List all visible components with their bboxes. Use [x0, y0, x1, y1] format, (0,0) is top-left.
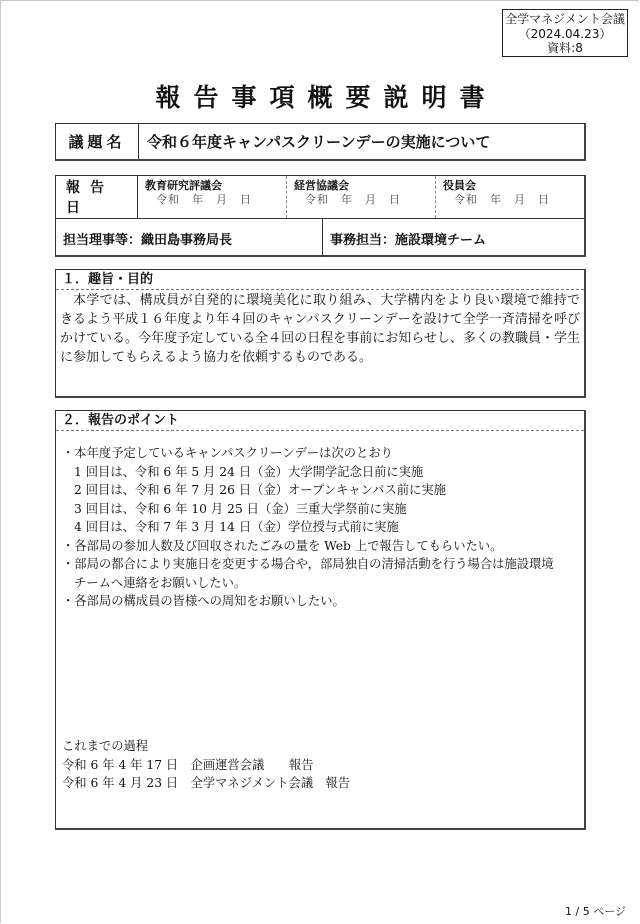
point-line: 1 回目は、令和 6 年 5 月 24 日（金）大学開学記念日前に実施 — [74, 464, 424, 479]
document-title: 報告事項概要説明書 — [155, 83, 498, 112]
point-line: 2 回目は、令和 6 年 7 月 26 日（金）オープンキャンパス前に実施 — [74, 483, 446, 497]
history-entry: 令和 6 年 4 月 23 日 全学マネジメント会議 報告 — [62, 776, 351, 790]
section-purpose — [55, 269, 586, 398]
meeting-date: 令和 年 月 日 — [305, 193, 401, 206]
history-block — [62, 737, 350, 793]
responsible-staff: 事務担当：施設環境チーム — [330, 232, 487, 248]
meeting-name: 経営協議会 — [294, 179, 349, 192]
agenda-value: 令和６年度キャンパスクリーンデーの実施について — [147, 133, 491, 151]
point-line: 3 回目は、令和 6 年 10 月 25 日（金）三重大学祭前に実施 — [74, 501, 407, 516]
meeting-name: 教育研究評議会 — [145, 179, 222, 192]
meeting-tag — [502, 9, 628, 57]
meeting-name: 役員会 — [443, 179, 476, 192]
history-heading: これまでの過程 — [62, 739, 149, 753]
meeting-tag-material: 資料:8 — [547, 41, 583, 55]
section-points-body — [56, 431, 584, 611]
section-points-heading: ２．報告のポイント — [56, 411, 584, 431]
meeting-board — [435, 176, 584, 218]
point-line: チームへ連絡をお願いしたい。 — [74, 575, 247, 590]
meeting-management-council — [286, 176, 435, 218]
point-line: ・各部局の参加人数及び回収されたごみの量を Web 上で報告してもらいたい。 — [62, 538, 503, 553]
section-purpose-text: 本学では、構成員が自発的に環境美化に取り組み、大学構内をより良い環境で維持できるよう平成１６年度より年４回のキャンパスクリーンデーを設けて全学一斉清掃を呼びかけている。今年度予定している全４回の日程を事前にお知らせし、多くの教職員・学生に参加してもらえるよう協力を依頼するものである。 — [60, 293, 580, 365]
agenda-box — [55, 123, 586, 161]
section-purpose-heading: １．趣旨・目的 — [56, 270, 584, 290]
agenda-label: 議題名 — [56, 124, 139, 159]
meeting-date: 令和 年 月 日 — [156, 193, 252, 206]
meeting-date: 令和 年 月 日 — [454, 193, 550, 206]
point-line: 4 回目は、令和 7 年 3 月 14 日（金）学位授与式前に実施 — [74, 520, 399, 534]
history-entry: 令和 6 年 4 年 17 日 企画運営会議 報告 — [62, 757, 314, 772]
point-line: ・部局の都合により実施日を変更する場合や，部局独自の清掃活動を行う場合は施設環境 — [62, 557, 554, 571]
report-date-label: 報告日 — [56, 176, 138, 218]
report-date-box — [55, 175, 586, 257]
meeting-tag-name: 全学マネジメント会議 — [505, 12, 625, 26]
page-number: 1 / 5 ページ — [565, 905, 626, 918]
point-line: ・本年度予定しているキャンパスクリーンデーは次のとおり — [62, 446, 393, 460]
meeting-education-council — [138, 176, 286, 218]
section-points — [55, 410, 586, 830]
point-line: ・各部局の構成員の皆様への周知をお願いしたい。 — [62, 594, 345, 608]
meeting-tag-date: （2024.04.23） — [518, 26, 612, 41]
responsible-director: 担当理事等：織田島事務局長 — [56, 219, 323, 257]
